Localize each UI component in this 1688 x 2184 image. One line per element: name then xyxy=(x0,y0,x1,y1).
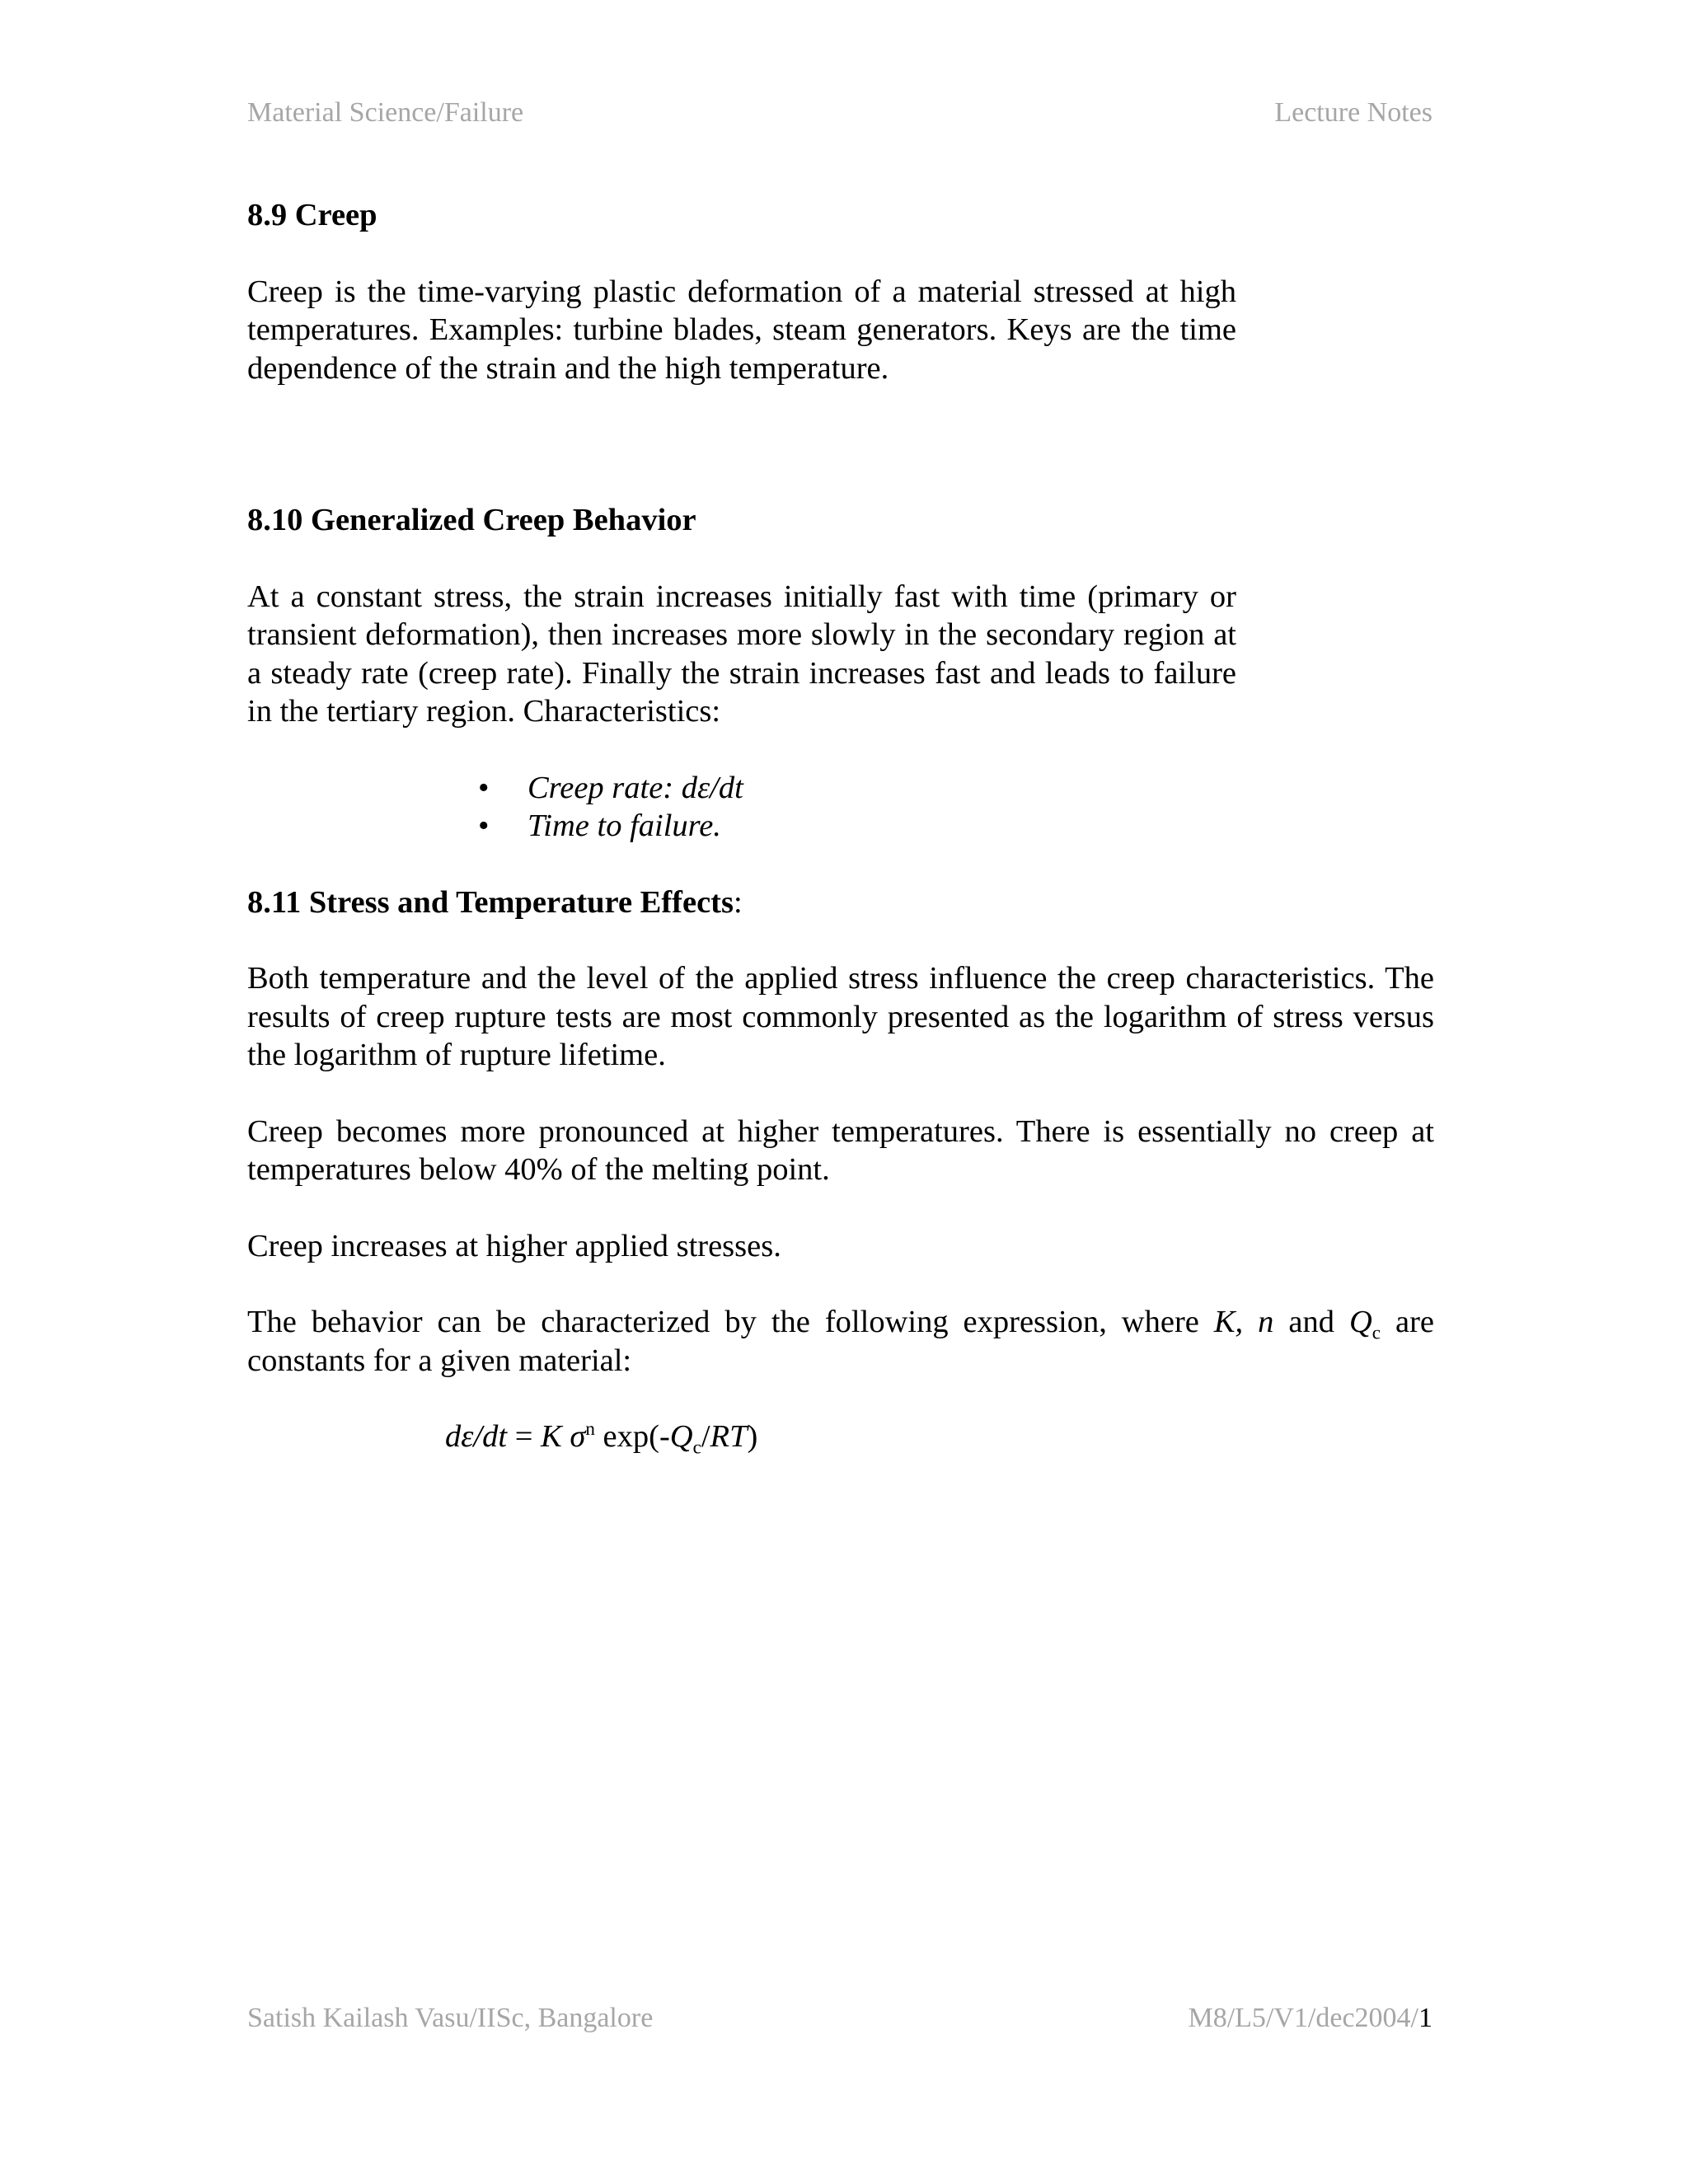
page-content xyxy=(247,196,1434,1456)
stress-paragraph: Creep increases at higher applied stresses. xyxy=(247,1228,781,1263)
list-item-text: Time to failure. xyxy=(528,808,721,843)
generalized-creep-paragraph: At a constant stress, the strain increases initially fast with time (primary or transient deformation), then increases more slowly in the secondary region at a steady rate (creep rate). Finally the strain increases fast and leads to failure in the tertiary region. Characteristics: xyxy=(247,579,1236,729)
running-header-right: Lecture Notes xyxy=(1274,97,1432,128)
creep-definition-paragraph: Creep is the time-varying plastic deformation of a material stressed at high temperatures. Examples: turbine blades, steam generators. Keys are the time dependence of the strain and the high temperature. xyxy=(247,274,1236,386)
list-item xyxy=(478,807,1434,846)
running-footer-left: Satish Kailash Vasu/IISc, Bangalore xyxy=(247,2003,654,2033)
running-header-left: Material Science/Failure xyxy=(247,97,524,128)
bullet-icon: • xyxy=(478,770,490,805)
stress-temperature-paragraph: Both temperature and the level of the applied stress influence the creep characteristics. The results of creep rupture tests are most commonly presented as the logarithm of stress versus the logarithm of rupture lifetime. xyxy=(247,961,1434,1072)
page-number: 1 xyxy=(1418,2003,1432,2033)
list-item-text: Creep rate: dε/dt xyxy=(528,770,743,805)
section-heading-8-10: 8.10 Generalized Creep Behavior xyxy=(247,503,696,537)
expression-intro-paragraph: The behavior can be characterized by the following expression, where K, n and $Q_c$ are constants for a given material: xyxy=(247,1305,1434,1378)
characteristics-list xyxy=(247,769,1434,846)
temperature-paragraph: Creep becomes more pronounced at higher temperatures. There is essentially no creep at temperatures below 40% of the melting point. xyxy=(247,1113,1434,1187)
list-item xyxy=(478,769,1434,808)
running-footer-right: M8/L5/V1/dec2004/1 xyxy=(1188,2003,1432,2033)
section-heading-8-11: 8.11 Stress and Temperature Effects: xyxy=(247,884,743,920)
creep-rate-formula: dε/dt = K $\sigma^n$ $\exp(-Q_c/RT)$ xyxy=(445,1418,758,1458)
bullet-icon: • xyxy=(478,808,490,843)
section-heading-8-9: 8.9 Creep xyxy=(247,198,377,232)
